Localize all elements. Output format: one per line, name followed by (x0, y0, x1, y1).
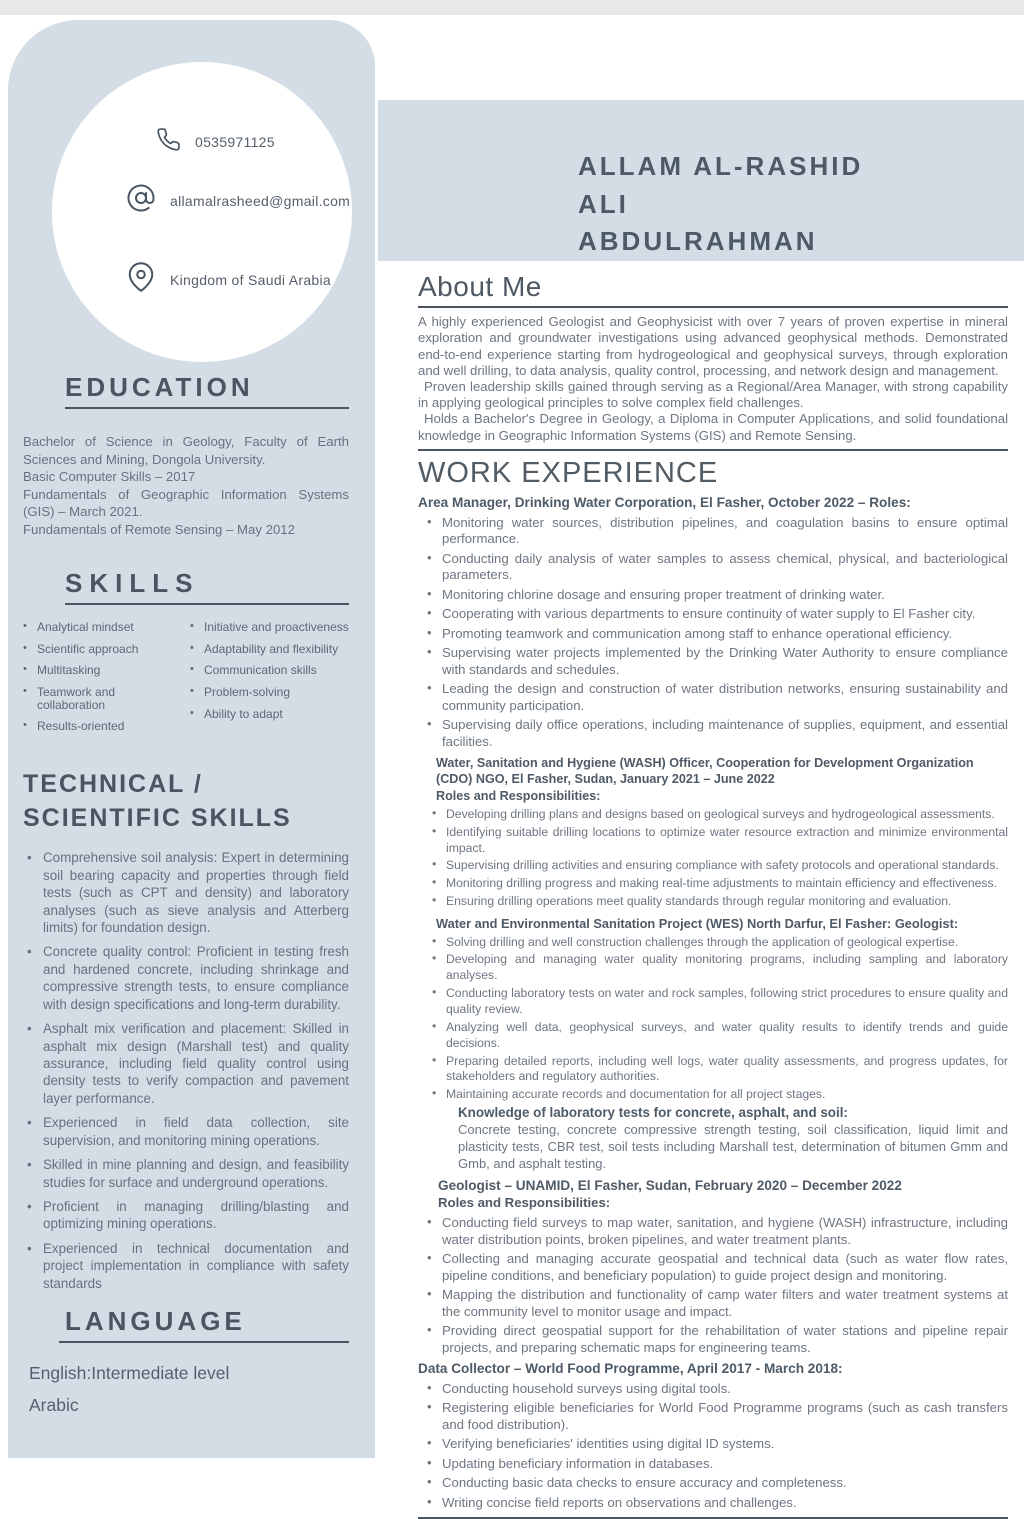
about-underline (418, 306, 1008, 308)
job-heading: Water and Environmental Sanitation Project (WES) North Darfur, El Fasher: Geologist: (436, 915, 959, 931)
about-paragraphs (418, 314, 1008, 444)
education-line: Fundamentals of Geographic Information Systems (GIS) – March 2021. (23, 486, 349, 520)
skill-item: • Problem-solving (190, 686, 349, 699)
technical-skill-item: • Experienced in field data collection, site supervision, and monitoring mining operations. (23, 1114, 349, 1149)
contact-location (126, 262, 352, 297)
job-bullet: • Monitoring drilling progress and making real-time adjustments to maintain efficiency and effectiveness. (418, 876, 1008, 892)
job-bullet: • Mapping the distribution and functionality of camp water filters and water treatment systems at the community level to monitor usage and impact. (418, 1287, 1008, 1320)
name-block (378, 100, 1024, 261)
contact-email (126, 183, 352, 218)
job-bullet: • Supervising drilling activities and ensuring compliance with safety protocols and operational standards. (418, 858, 1008, 874)
language-title: LANGUAGE (65, 1306, 246, 1337)
job-bullet: • Monitoring water sources, distribution pipelines, and coagulation basins to ensure optimal performance. (418, 515, 1008, 548)
at-sign-icon (126, 183, 156, 218)
job-wes-geologist (418, 916, 1008, 1103)
about-section (418, 271, 1008, 451)
job-bullet: • Conducting household surveys using digital tools. (418, 1381, 1008, 1398)
skill-item: • Teamwork and collaboration (23, 686, 182, 711)
job-bullet: • Updating beneficiary information in databases. (418, 1456, 1008, 1473)
skills-section (23, 568, 349, 742)
job-heading: Area Manager, Drinking Water Corporation, El Fasher, October 2022 – Roles: (418, 494, 911, 510)
location-text: Kingdom of Saudi Arabia (170, 271, 332, 288)
email-address: allamalrasheed@gmail.com (170, 192, 351, 209)
job-bullet: • Promoting teamwork and communication among staff to enhance operational efficiency. (418, 626, 1008, 643)
technical-skill-item: • Proficient in managing drilling/blasting and optimizing mining operations. (23, 1198, 349, 1233)
location-pin-icon (126, 262, 156, 297)
phone-icon (156, 127, 181, 157)
job-bullet: • Supervising water projects implemented by the Drinking Water Authority to ensure compliance with standards and schedules. (418, 645, 1008, 678)
job-bullet: • Analyzing well data, geophysical surveys, and water quality results to identify trends and guide decisions. (418, 1020, 1008, 1052)
job-bullet: • Conducting field surveys to map water, sanitation, and hygiene (WASH) infrastructure, including water distribution points, broken pipelines, and water treatment plants. (418, 1215, 1008, 1248)
note-body: Concrete testing, concrete compressive strength testing, soil classification, liquid limit and plasticity tests, CBR test, soil tests including Marshall test, determination of bitumen Gmm and Gmb, and asphalt testing. (458, 1121, 1008, 1171)
about-title: About Me (418, 271, 542, 303)
phone-number: 0535971125 (195, 134, 275, 150)
education-underline (65, 407, 349, 409)
language-item: Arabic (29, 1395, 79, 1416)
job-bullet-list (418, 1381, 1008, 1512)
technical-skills-section (23, 768, 349, 1292)
job-bullet: • Solving drilling and well construction challenges through the application of geological expertise. (418, 935, 1008, 951)
lab-tests-note (418, 1105, 1008, 1172)
skill-item: • Results-oriented (23, 720, 182, 733)
job-bullet: • Leading the design and construction of water distribution networks, ensuring sustainability and community participation. (418, 681, 1008, 714)
note-title: Knowledge of laboratory tests for concrete, asphalt, and soil: (458, 1105, 848, 1121)
job-bullet-list (418, 515, 1008, 751)
job-bullet: • Maintaining accurate records and documentation for all project stages. (418, 1087, 1008, 1103)
language-list (29, 1357, 349, 1422)
job-subheading: Roles and Responsibilities: (436, 788, 601, 803)
technical-skill-item: • Skilled in mine planning and design, and feasibility studies for surface and underground operations. (23, 1156, 349, 1191)
technical-skills-list (23, 849, 349, 1292)
contact-card (52, 62, 352, 362)
skill-item: • Initiative and proactiveness (190, 621, 349, 634)
technical-skill-item: • Comprehensive soil analysis: Expert in determining soil bearing capacity and properties through field tests (such as CPT and density) and laboratory analyses (such as sieve analysis and Atterberg limits) for foundation design. (23, 849, 349, 936)
skill-item: • Ability to adapt (190, 708, 349, 721)
job-bullet: • Conducting laboratory tests on water and rock samples, following strict procedures to ensure quality and quality review. (418, 986, 1008, 1018)
education-section (23, 372, 349, 538)
education-title: EDUCATION (65, 372, 254, 402)
technical-skill-item: • Experienced in technical documentation and project implementation in compliance with safety standards (23, 1240, 349, 1292)
job-heading: Data Collector – World Food Programme, April 2017 - March 2018: (418, 1361, 843, 1377)
job-bullet: • Supervising daily office operations, including maintenance of supplies, equipment, and essential facilities. (418, 717, 1008, 750)
job-wfp-data-collector (418, 1360, 1008, 1511)
name-line: ALI (578, 188, 629, 219)
about-paragraph: Holds a Bachelor's Degree in Geology, a Diploma in Computer Applications, and solid foundational knowledge in Geographic Information Systems (GIS) and Remote Sensing. (418, 411, 1008, 443)
work-experience-section (418, 457, 1008, 1519)
job-bullet: • Preparing detailed reports, including well logs, water quality assessments, and progress updates, for stakeholders and regulatory authorities. (418, 1054, 1008, 1086)
education-line: Basic Computer Skills – 2017 (23, 469, 196, 485)
skill-item: • Scientific approach (23, 643, 182, 656)
job-bullet: • Writing concise field reports on observations and challenges. (418, 1495, 1008, 1512)
technical-skill-item: • Concrete quality control: Proficient in testing fresh and hardened concrete, including shrinkage and compressive strength tests, to ensure compliance with design specifications and long-term durability. (23, 943, 349, 1013)
skills-column-right (190, 621, 349, 742)
name-line: ABDULRAHMAN (578, 226, 818, 257)
job-bullet-list (418, 1215, 1008, 1356)
resume-page (0, 15, 1024, 1510)
language-underline (59, 1341, 349, 1343)
about-bottom-rule (418, 449, 1008, 451)
sidebar-body (8, 372, 375, 1422)
main-column (378, 15, 1024, 1510)
education-lines (23, 433, 349, 538)
job-bullet: • Collecting and managing accurate geospatial and technical data (such as water flow rates, pipeline conditions, and beneficiary population) to guide project design and monitoring. (418, 1251, 1008, 1284)
job-heading: Geologist – UNAMID, El Fasher, Sudan, February 2020 – December 2022 (438, 1177, 902, 1193)
job-bullet: • Developing and managing water quality monitoring programs, including sampling and laboratory analyses. (418, 952, 1008, 984)
sidebar (8, 20, 375, 1458)
skills-title: SKILLS (65, 568, 200, 599)
language-section (23, 1306, 349, 1422)
job-subheading: Roles and Responsibilities: (438, 1195, 611, 1211)
skills-underline (65, 603, 349, 605)
contact-phone (156, 127, 352, 157)
technical-skills-title: TECHNICAL / SCIENTIFIC SKILLS (23, 769, 292, 832)
technical-skill-item: • Asphalt mix verification and placement: Skilled in asphalt mix design (Marshall test) and quality assurance, including field quality control using density tests to verify compaction and pavement layer performance. (23, 1020, 349, 1107)
about-paragraph: Proven leadership skills gained through serving as a Regional/Area Manager, with strong capability in applying geological principles to solve complex field challenges. (418, 379, 1008, 411)
job-bullet-list (418, 807, 1008, 910)
job-bullet: • Ensuring drilling operations meet quality standards through regular monitoring and evaluation. (418, 894, 1008, 910)
job-wash-officer (418, 755, 1008, 910)
job-bullet: • Cooperating with various departments to ensure continuity of water supply to El Fasher city. (418, 606, 1008, 623)
language-item: English:Intermediate level (29, 1363, 230, 1384)
job-bullet: • Verifying beneficiaries' identities using digital ID systems. (418, 1436, 1008, 1453)
work-experience-title: WORK EXPERIENCE (418, 456, 719, 489)
job-bullet: • Registering eligible beneficiaries for World Food Programme programs (such as cash transfers and food distribution). (418, 1400, 1008, 1433)
job-heading: Water, Sanitation and Hygiene (WASH) Officer, Cooperation for Development Organization (CDO) NGO, El Fasher, Sudan, January 2021 – June 2022 (436, 756, 974, 787)
job-bullet-list (418, 935, 1008, 1104)
skill-item: • Communication skills (190, 664, 349, 677)
top-strip (0, 0, 1024, 15)
job-area-manager (418, 494, 1008, 750)
job-bullet: • Providing direct geospatial support for the rehabilitation of water stations and pipeline repair projects, and preparing schematic maps for engineering teams. (418, 1323, 1008, 1356)
about-paragraph: A highly experienced Geologist and Geophysicist with over 7 years of proven expertise in mineral exploration and groundwater investigations using advanced geophysical methods. Demonstrated end-to-end experience starting from hydrogeological and geophysical surveys, through exploration and well drilling, to data analysis, quality control, processing, and network design and management. (418, 314, 1008, 378)
job-bullet: • Conducting daily analysis of water samples to assess chemical, physical, and bacteriological parameters. (418, 551, 1008, 584)
skill-item: • Multitasking (23, 664, 182, 677)
skills-column-left (23, 621, 182, 742)
job-bullet: • Developing drilling plans and designs based on geological surveys and hydrogeological assessments. (418, 807, 1008, 823)
skills-columns (23, 621, 349, 742)
name-line: ALLAM AL-RASHID (578, 151, 864, 181)
job-bullet: • Monitoring chlorine dosage and ensuring proper treatment of drinking water. (418, 587, 1008, 604)
skill-item: • Analytical mindset (23, 621, 182, 634)
job-bullet: • Identifying suitable drilling locations to optimize water resource extraction and minimize environmental impact. (418, 825, 1008, 857)
main-content (378, 261, 1024, 1519)
education-line: Bachelor of Science in Geology, Faculty of Earth Sciences and Mining, Dongola University. (23, 434, 349, 467)
job-unamid-geologist (418, 1177, 1008, 1356)
job-bullet: • Conducting basic data checks to ensure accuracy and completeness. (418, 1475, 1008, 1492)
skill-item: • Adaptability and flexibility (190, 643, 349, 656)
education-line: Fundamentals of Remote Sensing – May 2012 (23, 521, 295, 537)
